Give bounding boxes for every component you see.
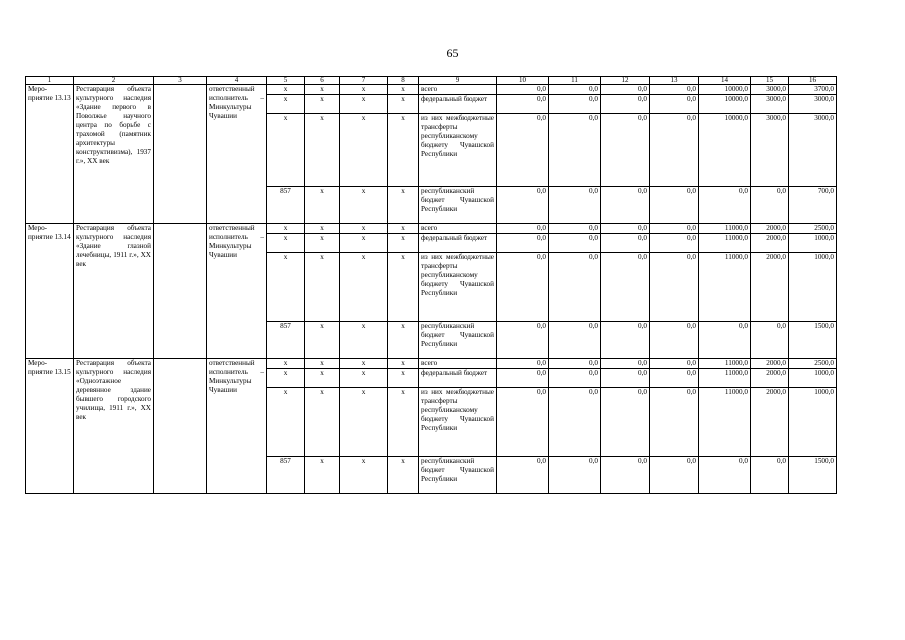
code-cell: x (340, 388, 388, 457)
funding-source-cell: республиканский бюджет Чувашской Республики (419, 322, 497, 359)
code-cell: x (388, 95, 419, 114)
value-cell: 11000,0 (699, 369, 751, 388)
funding-source-cell: всего (419, 359, 497, 369)
code-cell: x (267, 95, 305, 114)
value-cell: 0,0 (650, 388, 699, 457)
executor-cell: ответственный исполнитель – Минкультуры Чувашии (207, 359, 267, 494)
code-cell: x (340, 253, 388, 322)
value-cell: 2500,0 (789, 359, 837, 369)
column-number: 12 (601, 77, 650, 85)
value-cell: 11000,0 (699, 234, 751, 253)
empty-cell (154, 224, 207, 359)
column-number: 10 (497, 77, 549, 85)
code-cell: x (388, 224, 419, 234)
code-cell: x (305, 359, 340, 369)
code-cell: x (340, 187, 388, 224)
value-cell: 0,0 (650, 224, 699, 234)
funding-source-cell: из них межбюджетные трансферты республиканскому бюджету Чувашской Республики (419, 388, 497, 457)
column-number: 4 (207, 77, 267, 85)
code-cell: x (267, 224, 305, 234)
column-number: 8 (388, 77, 419, 85)
code-cell: x (305, 85, 340, 95)
value-cell: 2000,0 (751, 369, 789, 388)
code-cell: x (340, 95, 388, 114)
code-cell: x (267, 359, 305, 369)
description-cell: Реставрация объекта культурного наследия «Здание глазной лечебницы, 1911 г.», XX век (74, 224, 154, 359)
value-cell: 2000,0 (751, 388, 789, 457)
code-cell: x (340, 85, 388, 95)
value-cell: 3000,0 (751, 114, 789, 187)
funding-source-cell: из них межбюджетные трансферты республиканскому бюджету Чувашской Республики (419, 253, 497, 322)
code-cell: x (388, 322, 419, 359)
funding-source-cell: всего (419, 224, 497, 234)
value-cell: 0,0 (549, 85, 601, 95)
code-cell: x (267, 388, 305, 457)
code-cell: 857 (267, 322, 305, 359)
code-cell: x (388, 234, 419, 253)
code-cell: x (305, 114, 340, 187)
value-cell: 0,0 (650, 95, 699, 114)
value-cell: 0,0 (601, 359, 650, 369)
value-cell: 0,0 (751, 457, 789, 494)
value-cell: 0,0 (549, 224, 601, 234)
code-cell: x (305, 388, 340, 457)
funding-source-cell: республиканский бюджет Чувашской Республики (419, 457, 497, 494)
value-cell: 3000,0 (789, 114, 837, 187)
value-cell: 2000,0 (751, 359, 789, 369)
value-cell: 11000,0 (699, 359, 751, 369)
empty-cell (154, 359, 207, 494)
value-cell: 0,0 (601, 114, 650, 187)
code-cell: x (388, 85, 419, 95)
column-number: 7 (340, 77, 388, 85)
description-cell: Реставрация объекта культурного наследия «Здание первого в Поволжье научного центра по борьбе с трахомой (памятник архитектуры конструктивизма), 1937 г.», XX век (74, 85, 154, 224)
code-cell: x (340, 114, 388, 187)
value-cell: 2000,0 (751, 253, 789, 322)
value-cell: 2500,0 (789, 224, 837, 234)
value-cell: 0,0 (751, 322, 789, 359)
funding-source-cell: всего (419, 85, 497, 95)
column-number: 5 (267, 77, 305, 85)
value-cell: 0,0 (497, 253, 549, 322)
funding-source-cell: федеральный бюджет (419, 234, 497, 253)
value-cell: 0,0 (601, 322, 650, 359)
value-cell: 3700,0 (789, 85, 837, 95)
value-cell: 0,0 (650, 253, 699, 322)
code-cell: x (305, 457, 340, 494)
executor-cell: ответственный исполнитель – Минкультуры Чувашии (207, 224, 267, 359)
value-cell: 0,0 (549, 457, 601, 494)
value-cell: 0,0 (601, 388, 650, 457)
value-cell: 0,0 (601, 95, 650, 114)
code-cell: x (340, 457, 388, 494)
column-number-row (26, 77, 837, 85)
funding-source-cell: республиканский бюджет Чувашской Республики (419, 187, 497, 224)
empty-cell (154, 85, 207, 224)
value-cell: 0,0 (601, 187, 650, 224)
code-cell: x (305, 369, 340, 388)
code-cell: x (305, 234, 340, 253)
code-cell: x (340, 369, 388, 388)
code-cell: x (305, 187, 340, 224)
value-cell: 0,0 (497, 369, 549, 388)
value-cell: 0,0 (601, 85, 650, 95)
value-cell: 700,0 (789, 187, 837, 224)
code-cell: x (305, 95, 340, 114)
code-cell: x (305, 224, 340, 234)
value-cell: 3000,0 (751, 85, 789, 95)
column-number: 9 (419, 77, 497, 85)
column-number: 13 (650, 77, 699, 85)
code-cell: x (388, 388, 419, 457)
value-cell: 11000,0 (699, 224, 751, 234)
description-cell: Реставрация объекта культурного наследия «Одноэтажное деревянное здание бывшего городского училища, 1911 г.», XX век (74, 359, 154, 494)
value-cell: 0,0 (650, 234, 699, 253)
measure-cell: Меро-приятие 13.15 (26, 359, 74, 494)
value-cell: 0,0 (549, 359, 601, 369)
code-cell: 857 (267, 457, 305, 494)
code-cell: x (388, 369, 419, 388)
value-cell: 0,0 (497, 322, 549, 359)
value-cell: 0,0 (650, 457, 699, 494)
value-cell: 0,0 (549, 234, 601, 253)
code-cell: x (267, 369, 305, 388)
column-number: 2 (74, 77, 154, 85)
value-cell: 0,0 (497, 95, 549, 114)
code-cell: x (388, 359, 419, 369)
value-cell: 0,0 (497, 187, 549, 224)
funding-source-cell: федеральный бюджет (419, 369, 497, 388)
code-cell: x (388, 114, 419, 187)
value-cell: 0,0 (549, 187, 601, 224)
code-cell: x (305, 322, 340, 359)
value-cell: 0,0 (497, 359, 549, 369)
value-cell: 1000,0 (789, 369, 837, 388)
code-cell: x (267, 114, 305, 187)
value-cell: 0,0 (549, 253, 601, 322)
value-cell: 0,0 (650, 114, 699, 187)
value-cell: 0,0 (699, 187, 751, 224)
code-cell: x (267, 85, 305, 95)
code-cell: x (388, 187, 419, 224)
value-cell: 0,0 (497, 234, 549, 253)
value-cell: 1500,0 (789, 457, 837, 494)
code-cell: x (267, 234, 305, 253)
column-number: 6 (305, 77, 340, 85)
table-row (26, 85, 837, 95)
value-cell: 0,0 (601, 234, 650, 253)
funding-source-cell: из них межбюджетные трансферты республиканскому бюджету Чувашской Республики (419, 114, 497, 187)
value-cell: 11000,0 (699, 388, 751, 457)
value-cell: 0,0 (699, 457, 751, 494)
value-cell: 10000,0 (699, 114, 751, 187)
value-cell: 1500,0 (789, 322, 837, 359)
table-row (26, 359, 837, 369)
value-cell: 0,0 (549, 322, 601, 359)
value-cell: 0,0 (601, 457, 650, 494)
value-cell: 0,0 (751, 187, 789, 224)
code-cell: x (340, 322, 388, 359)
value-cell: 10000,0 (699, 95, 751, 114)
value-cell: 0,0 (601, 369, 650, 388)
page-number: 65 (446, 46, 459, 60)
code-cell: x (305, 253, 340, 322)
table-row (26, 224, 837, 234)
measure-cell: Меро-приятие 13.14 (26, 224, 74, 359)
value-cell: 11000,0 (699, 253, 751, 322)
code-cell: x (388, 253, 419, 322)
value-cell: 0,0 (699, 322, 751, 359)
value-cell: 0,0 (549, 95, 601, 114)
value-cell: 1000,0 (789, 234, 837, 253)
code-cell: x (388, 457, 419, 494)
code-cell: x (267, 253, 305, 322)
value-cell: 0,0 (650, 322, 699, 359)
value-cell: 0,0 (497, 85, 549, 95)
code-cell: x (340, 359, 388, 369)
budget-table (25, 76, 837, 494)
funding-source-cell: федеральный бюджет (419, 95, 497, 114)
value-cell: 2000,0 (751, 234, 789, 253)
value-cell: 1000,0 (789, 253, 837, 322)
column-number: 11 (549, 77, 601, 85)
code-cell: x (340, 234, 388, 253)
column-number: 1 (26, 77, 74, 85)
code-cell: x (340, 224, 388, 234)
column-number: 3 (154, 77, 207, 85)
executor-cell: ответственный исполнитель – Минкультуры Чувашии (207, 85, 267, 224)
value-cell: 10000,0 (699, 85, 751, 95)
value-cell: 0,0 (601, 224, 650, 234)
measure-cell: Меро-приятие 13.13 (26, 85, 74, 224)
column-number: 14 (699, 77, 751, 85)
value-cell: 0,0 (601, 253, 650, 322)
value-cell: 0,0 (549, 388, 601, 457)
value-cell: 0,0 (497, 224, 549, 234)
value-cell: 0,0 (650, 85, 699, 95)
column-number: 15 (751, 77, 789, 85)
code-cell: 857 (267, 187, 305, 224)
value-cell: 0,0 (497, 388, 549, 457)
value-cell: 0,0 (650, 369, 699, 388)
value-cell: 2000,0 (751, 224, 789, 234)
value-cell: 3000,0 (751, 95, 789, 114)
value-cell: 0,0 (549, 114, 601, 187)
value-cell: 1000,0 (789, 388, 837, 457)
value-cell: 0,0 (650, 187, 699, 224)
value-cell: 0,0 (650, 359, 699, 369)
value-cell: 3000,0 (789, 95, 837, 114)
value-cell: 0,0 (497, 457, 549, 494)
column-number: 16 (789, 77, 837, 85)
value-cell: 0,0 (549, 369, 601, 388)
value-cell: 0,0 (497, 114, 549, 187)
